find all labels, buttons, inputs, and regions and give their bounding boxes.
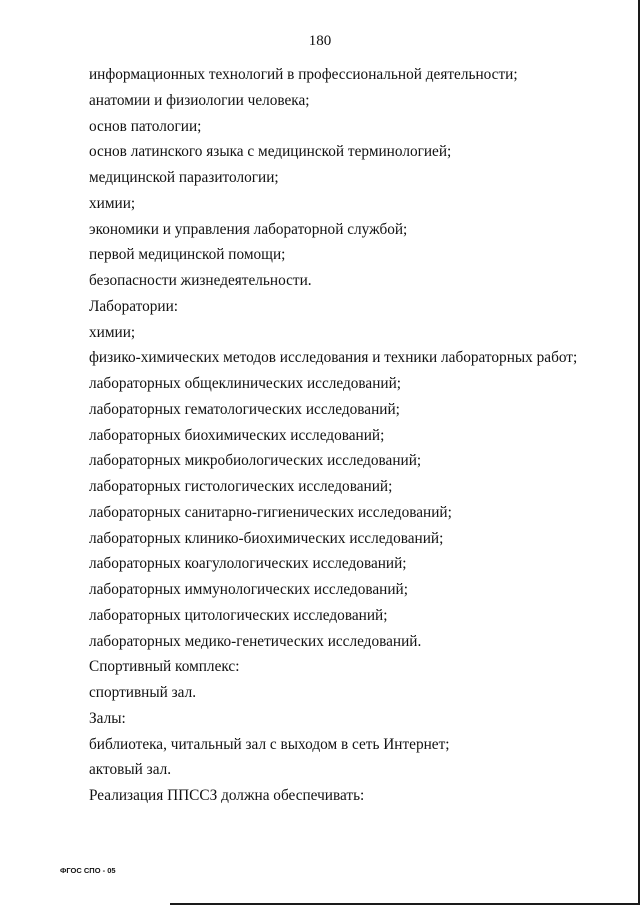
text-line: лабораторных гематологических исследований; <box>89 400 400 418</box>
text-line: лабораторных медико-генетических исследований. <box>89 632 422 650</box>
section-heading: Реализация ППССЗ должна обеспечивать: <box>89 787 365 804</box>
footer-standard-code: ФГОС СПО - 05 <box>60 866 116 875</box>
text-line: основ латинского языка с медицинской терминологией; <box>89 143 452 161</box>
text-line: лабораторных общеклинических исследований; <box>89 375 402 392</box>
text-line: экономики и управления лабораторной службой; <box>89 220 408 238</box>
document-body <box>89 62 609 809</box>
section-heading: Спортивный комплекс: <box>89 658 240 676</box>
text-line: лабораторных биохимических исследований; <box>89 426 385 444</box>
text-line: информационных технологий в профессиональной деятельности; <box>89 66 518 83</box>
text-line: основ патологии; <box>89 117 202 135</box>
text-line: медицинской паразитологии; <box>89 169 279 186</box>
text-line: безопасности жизнедеятельности. <box>89 272 312 289</box>
text-line: лабораторных коагулологических исследований; <box>89 555 407 573</box>
text-line: лабораторных микробиологических исследований; <box>89 452 422 470</box>
text-line: химии; <box>89 323 136 341</box>
text-line: первой медицинской помощи; <box>89 246 286 264</box>
text-line: актовый зал. <box>89 761 172 779</box>
text-line: лабораторных клинико-биохимических исследований; <box>89 529 444 547</box>
section-heading: Лаборатории: <box>89 297 179 315</box>
text-line: физико-химических методов исследования и техники лабораторных работ; <box>89 349 578 367</box>
text-line: лабораторных санитарно-гигиенических исследований; <box>89 503 452 521</box>
text-line: лабораторных гистологических исследований; <box>89 478 393 495</box>
text-line: химии; <box>89 194 136 212</box>
text-line: лабораторных иммунологических исследований; <box>89 581 408 598</box>
text-line: спортивный зал. <box>89 684 197 701</box>
section-heading: Залы: <box>89 709 126 727</box>
text-line: библиотека, читальный зал с выходом в сеть Интернет; <box>89 735 450 753</box>
text-line: анатомии и физиологии человека; <box>89 91 310 109</box>
text-line: лабораторных цитологических исследований; <box>89 606 388 624</box>
page-number: 180 <box>308 33 332 49</box>
